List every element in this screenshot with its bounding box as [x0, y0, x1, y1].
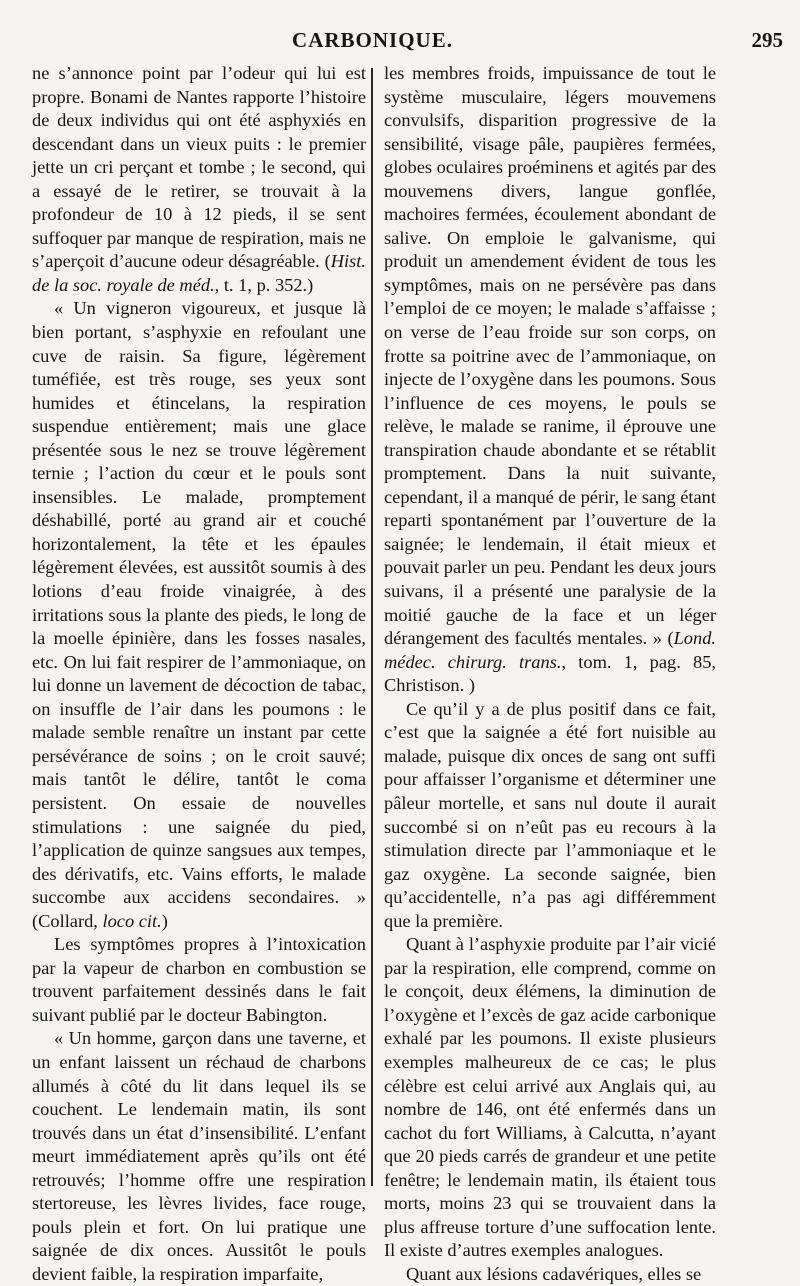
citation: loco cit. [102, 910, 162, 931]
paragraph-text: ne s’annonce point par l’odeur qui lui est propre. Bonami de Nantes rapporte l’histoire de deux individus qui ont été asphyxiés en descendant dans un vieux puits : le premier jette un cri perçant et tombe ; le second, qui a essayé de le retirer, se trouvait à la profondeur de 10 à 12 pieds, il se sent suffoquer par manque de respiration, mais ne s’aperçoit d’aucune odeur désagréable. ( [32, 63, 366, 272]
citation: Lond. médec. chirurg. trans. [384, 628, 716, 672]
column-divider [371, 68, 373, 1186]
paragraph-text: « Un vigneron vigoureux, et jusque là bien portant, s’asphyxie en refoulant une cuve de raisin. Sa figure, légèrement tuméfiée, est très rouge, ses yeux sont humides et étincelans, la respiration suspendue entièrement; mais une glace présentée sous le nez se trouve légèrement ternie ; l’action du cœur et le pouls sont insensibles. Le malade, promptement déshabillé, porté au grand air et couché horizontalement, la tête et les épaules légèrement élevées, est aussitôt soumis à des lotions d’eau froide vinaigrée, à des irritations sous la plante des pieds, le long de la moelle épinière, dans les fosses nasales, etc. On lui fait respirer de l’ammoniaque, on lui donne un lavement de décoction de tabac, on insuffle de l’air dans les poumons : le malade semble renaître un instant par cette persévérance de soins ; on le croit sauvé; mais tantôt le délire, tantôt le coma persistent. On essaie de nouvelles stimulations : une saignée du pied, l’application de quinze sangsues aux tempes, des dérivatifs, etc. Vains efforts, le malade succombe aux accidens secondaires. » (Collard, [32, 298, 366, 931]
paragraph-3: Les symptômes propres à l’intoxication par la vapeur de charbon en combustion se trouvent parfaitement dessinés dans le fait suivant publié par le docteur Babington. [32, 934, 366, 1025]
paragraph-1 [32, 62, 366, 297]
paragraph-3: Quant à l’asphyxie produite par l’air vicié par la respiration, elle comprend, comme on le conçoit, deux élémens, la diminution de l’oxygène et l’excès de gaz acide carbonique exhalé par les poumons. Il existe plusieurs exemples malheureux de ce cas; le plus célèbre est celui arrivé aux Anglais qui, au nombre de 146, ont été enfermés dans un cachot du fort Williams, à Calcutta, n’ayant que 20 pieds carrés de grandeur et une petite fenêtre; le lendemain matin, ils étaient tous morts, moins 23 qui se trouvaient dans la plus affreuse torture d’une suffocation lente. Il existe d’autres exemples analogues. [384, 934, 716, 1261]
paragraph-2 [32, 297, 366, 933]
paragraph-1 [384, 62, 716, 698]
running-title: CARBONIQUE. [292, 28, 453, 52]
left-column [32, 62, 366, 1286]
paragraph-2: Ce qu’il y a de plus positif dans ce fait, c’est que la saignée a été fort nuisible au malade, puisque dix onces de sang ont suffi pour affaisser l’organisme et déterminer une pâleur mortelle, et sans nul doute il aurait succombé si on n’eût pas eu recours à la stimulation directe par l’ammoniaque et le gaz oxygène. La seconde saignée, bien qu’accidentelle, n’a pas agi différemment que la première. [384, 698, 716, 931]
paragraph-text: les membres froids, impuissance de tout le système musculaire, légers mouvemens convulsifs, disparition progressive de la sensibilité, visage pâle, paupières fermées, globes oculaires proéminens et agités par des mouvemens divers, langue gonflée, machoires fermées, écoulement abondant de salive. On emploie le galvanisme, qui produit un amendement évident de tous les symptômes, mais on ne persévère pas dans l’emploi de ce moyen; le malade s’affaisse ; on verse de l’eau froide sur son corps, on frotte sa poitrine avec de l’ammoniaque, on injecte de l’oxygène dans les poumons. Sous l’influence de ces moyens, le pouls se relève, le malade se ranime, il éprouve une transpiration chaude abondante et se rétablit promptement. Dans la nuit suivante, cependant, il a manqué de périr, le sang étant reparti spontanément par l’ouverture de la saignée; le lendemain, il était mieux et pouvait parler un peu. Pendant les deux jours suivans, il a présenté une paralysie de la moitié gauche de la face et un léger dérangement des facultés mentales. » ( [384, 63, 716, 649]
citation-detail: ) [161, 910, 168, 931]
paragraph-4: Quant aux lésions cadavériques, elles se [406, 1263, 702, 1284]
paragraph-4: « Un homme, garçon dans une taverne, et un enfant laissent un réchaud de charbons allumés à côté du lit dans lequel ils se couchent. Le lendemain matin, ils sont trouvés dans un état d’insensibilité. L’enfant meurt immédiatement après qu’ils ont été retrouvés; l’homme offre une respiration stertoreuse, les lèvres livides, face rouge, pouls plein et fort. On lui pratique une saignée de dix onces. Aussitôt le pouls devient faible, la respiration imparfaite, [32, 1028, 366, 1284]
page-header [30, 28, 783, 62]
citation: Hist. de la soc. royale de méd. [32, 251, 366, 295]
citation-detail: , t. 1, p. 352.) [214, 274, 314, 295]
right-column [384, 62, 716, 1286]
citation-detail: , tom. 1, pag. 85, Christison. ) [384, 651, 716, 696]
page-number: 295 [751, 28, 783, 52]
